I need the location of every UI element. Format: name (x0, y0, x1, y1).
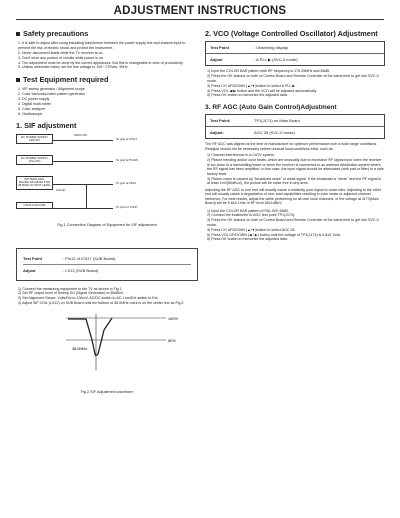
equipment-heading: Test Equipment required (16, 76, 198, 84)
list-item: 4) Press CH UP/DOWN (▲/▼)button to select AGC 28. (207, 227, 296, 232)
list-item: 3) Picture noise is caused by "broadcast noise" or weak signal. If the broadcast is "clean" and the RF signal is at least 1mV(60dBuV), the picture will be noise free in any area. (207, 176, 382, 186)
bullet-square-icon (16, 78, 20, 82)
device-dc-power-12v: DC POWER SUPPLY 12V(+5V) (16, 155, 53, 166)
vco-steps (205, 69, 385, 97)
sif-testbox (16, 248, 198, 281)
list-item: 3. Don't short any portion of circuits while power is on. (18, 55, 104, 60)
test-point-value: : Observing display (254, 45, 289, 51)
list-item: 2. Never disconnect leads while the TV receiver is on. (18, 50, 104, 55)
list-item: 4) Press VOL ◀/▶ button and the VCO will be adjusted automatically. (207, 88, 317, 93)
list-item: 4) Adjust SIF COIL (LS12) on SUB Board until the bottom of 38.0MHz mark is on the center line as Fig.2 (18, 301, 184, 306)
wire (86, 184, 87, 208)
list-item: 1) Connect the measuring equipment to the TV as shown in Fig.1. (18, 286, 123, 291)
bullet-square-icon (16, 32, 20, 36)
list-item: 6. Oscilloscope (18, 111, 43, 116)
label-to-2514: To gnd of 2514 (116, 180, 136, 185)
label-to-p1015: To gnd of P1015 (116, 157, 138, 162)
adjust-label: Adjust: (210, 130, 224, 136)
label-to-ic517: To gnd of IC517 (116, 136, 138, 141)
list-item: 4. The adjustment must be done by the correct appliances. But this is changeable in view of productivity. (18, 60, 184, 65)
list-item: 1) Channel interference in a CATV system. (207, 153, 276, 158)
page-title: ADJUSTMENT INSTRUCTIONS (113, 5, 287, 17)
list-item: 5. Unless otherwise noted, set the line voltage to 100~ 270Vac, 50Hz. (18, 65, 129, 70)
list-item: 1) Input the COLOR BAR pattern with RF frequency is 175.25MHz and 65dB. (207, 69, 330, 74)
device-dc-power-adjust: DC POWER SUPPLY ADJUST (16, 134, 53, 145)
list-item: 6) Press OK button to memorize the adjusted data. (207, 237, 288, 242)
agc-steps (205, 209, 385, 242)
list-item: 3. DC power supply (18, 97, 50, 101)
list-item: 2) Connect the Multimeter to AGC test point TP1(J173). (207, 213, 296, 218)
adjust-value: : LS12 (SUB Board) (63, 267, 99, 273)
fig1-caption: Fig.1 Connection Diagram of Equipment for SIF adjustment (57, 222, 157, 227)
test-point-label: Test Point (210, 45, 230, 51)
vco-box (205, 41, 385, 66)
list-item: 3) Press CH UP/DOWN (▲/▼)button to select A.PLL ▶ . (207, 83, 298, 88)
agc-note: Adjusting the RF AGC to one end will usually cause a relatively poor signal to noise ratio. Adjusting to the other end will usually cause a degradation of over load capabilities resulting in color beats or adjacent channel reference. For best results, adjust the while performing on all over local channels, or the voltage at J173(Main Board) will be 5.8±0.1Vdc in RF level 65±1dBuV. (205, 187, 381, 206)
cap-label: 0.01uF (56, 187, 66, 192)
waveform-svg (16, 310, 198, 388)
test-point-row (206, 42, 384, 54)
sif-heading: 1. SIF adjustment (16, 121, 77, 131)
fig2-caption: Fig.2 SIF Adjustment waveform (80, 390, 134, 395)
title-rule (16, 19, 384, 20)
adjust-row (206, 54, 384, 65)
adjust-value: : A.PLL ▶ (SVC-0 mode) (254, 57, 298, 63)
adjust-row (206, 127, 384, 138)
device-pattern-generator: PATTERN GEN. PAL/BG,DK,I38.9M 5.5M 38.9MHz OUTPUT LEVEL (16, 176, 53, 190)
list-item: 1) Input the COLOR BAR pattern of PAL-B/G 65dB. (207, 208, 289, 213)
adjust-value: AGC 28 (SVC-0 mode) (254, 130, 295, 136)
list-item: 2) Picture bending and/or color beats, which are unusually due to excessive RF signal input when the receiver is too close to a transmitting tower or when the receiver is connected to an antenna distribution system where the RF signal has been amplified. In this case, the input signal should be attenuated (with pad or filter) to a safe factory level. (207, 158, 384, 176)
list-item: 2) Set RF output level of Sweep SG (Signal Generator) to 85dBuV. (18, 291, 124, 296)
connection-diagram (16, 134, 198, 242)
list-item: 3) Press the OK buttons on both of Control Board and Remote Controller at the same time to get into SVC-0 mode. (207, 218, 379, 227)
vco-heading: 2. VCO (Voltage Controlled Oscillator) Adjustment (205, 29, 378, 38)
wire (53, 140, 113, 141)
right-column (205, 24, 385, 242)
list-item: 5) Press VOL UP/DOWN (◀ / ▶) button until the voltage of TP1(J173) is 5.8±0.1Vdc. (207, 232, 342, 237)
adjust-row (23, 264, 191, 276)
label-freq: 38.0MHz (72, 346, 88, 351)
test-point-label: Test Point: (210, 118, 231, 124)
list-item: 4. Digital multi-meter (18, 101, 51, 106)
list-item: 2. Color bar/cross-hatch pattern generator (18, 92, 85, 97)
list-item: 3) Set Alignment Scope, Volts/Div to 100mV, AC/DC switch to AC, Line/Ext switch to Ext. (18, 296, 159, 301)
test-point-row (23, 253, 191, 264)
agc-heading: 3. RF AGC (Auto Gain Control)Adjustment (205, 103, 337, 111)
left-column (16, 24, 198, 395)
safety-list (16, 41, 198, 69)
equipment-list (16, 87, 198, 116)
list-item: 1. VIF sweep generator / Alignment scope (18, 87, 85, 92)
sif-steps (16, 287, 198, 306)
safety-heading: Safety precautions (16, 30, 198, 38)
label-50: 50% (168, 338, 176, 343)
list-item: 2) Press the OK buttons on both of Control Board and Remote Controller at the same time to get into SVC-0 mode. (207, 74, 379, 83)
list-item: 5) Press OK button to memorize the adjusted data. (207, 93, 288, 98)
list-item: 5. Color analyzer (18, 106, 46, 111)
test-point-row (206, 115, 384, 127)
agc-intro: The RF AGC was aligned at the time of manufacture for optimum performance over a wide range conditions. Readjust should not be necessary unless unusual local conditions exist, such as: (205, 142, 378, 151)
agc-conditions (205, 153, 385, 185)
wire (53, 184, 113, 185)
wire (53, 161, 113, 162)
list-item: 1. It is safe to adjust after using insulating transformer between the power supply line and chassis input to prevent the risk of electric shock and protect the instrument. (18, 41, 186, 50)
adjust-label: Adjust (23, 267, 36, 273)
test-point-value: TP1(J173) on Main Board (254, 118, 300, 124)
wire (53, 208, 113, 209)
test-point-label: Test Point (23, 255, 43, 261)
resistor-label: 10KΩ 1W (74, 132, 87, 137)
adjust-label: Adjust (210, 57, 223, 63)
label-100: 100% (168, 316, 178, 321)
label-to-pin2: To pin2 of IC517 (116, 204, 138, 209)
agc-box (205, 114, 385, 139)
device-oscilloscope: OSCILLOSCOPE (16, 202, 53, 209)
test-point-value: : Pin12 of IC517 (SUB Board) (63, 255, 116, 261)
sif-waveform (16, 310, 198, 395)
